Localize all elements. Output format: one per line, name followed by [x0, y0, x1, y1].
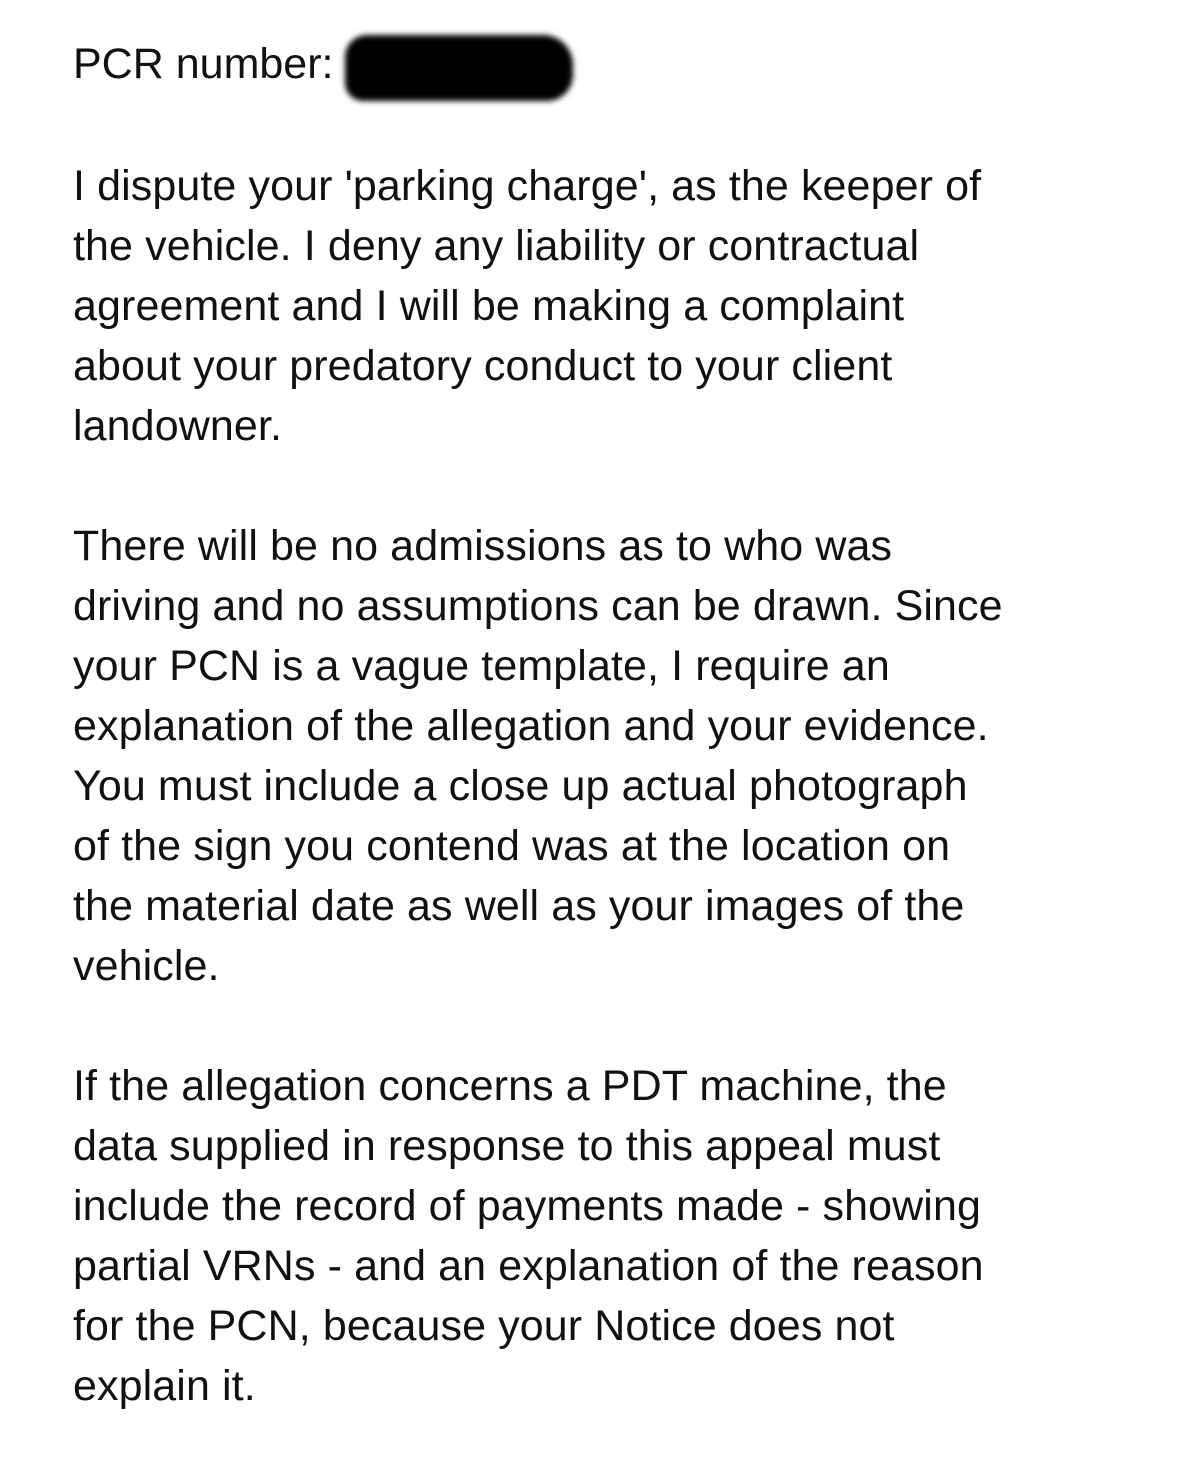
paragraph-line: the vehicle. I deny any liability or contractual — [73, 222, 920, 270]
redaction-mark — [345, 35, 573, 101]
paragraph-line: If the allegation concerns a PDT machine, the — [73, 1062, 947, 1110]
paragraph-line: data supplied in response to this appeal must — [73, 1122, 941, 1170]
paragraph-line: You must include a close up actual photograph — [73, 762, 968, 810]
paragraph-line: about your predatory conduct to your client — [73, 342, 893, 390]
paragraph-line: for the PCN, because your Notice does not — [73, 1302, 895, 1350]
paragraph-line: agreement and I will be making a complaint — [73, 282, 905, 330]
paragraph-line: partial VRNs - and an explanation of the reason — [73, 1242, 984, 1290]
paragraph-line: driving and no assumptions can be drawn. Since — [73, 582, 1003, 630]
pcr-number-label: PCR number: — [73, 40, 334, 88]
paragraph-line: explain it. — [73, 1362, 256, 1410]
paragraph-line: explanation of the allegation and your evidence. — [73, 702, 989, 750]
pcr-number-row — [73, 34, 573, 94]
paragraph-line: your PCN is a vague template, I require an — [73, 642, 890, 690]
paragraph-line: I dispute your 'parking charge', as the keeper of — [73, 162, 982, 210]
paragraph-line: landowner. — [73, 402, 282, 450]
paragraph-line: vehicle. — [73, 942, 220, 990]
paragraph-line: include the record of payments made - showing — [73, 1182, 981, 1230]
paragraph-line: of the sign you contend was at the location on — [73, 822, 951, 870]
paragraph-line: the material date as well as your images of the — [73, 882, 965, 930]
paragraph-line: There will be no admissions as to who was — [73, 522, 893, 570]
